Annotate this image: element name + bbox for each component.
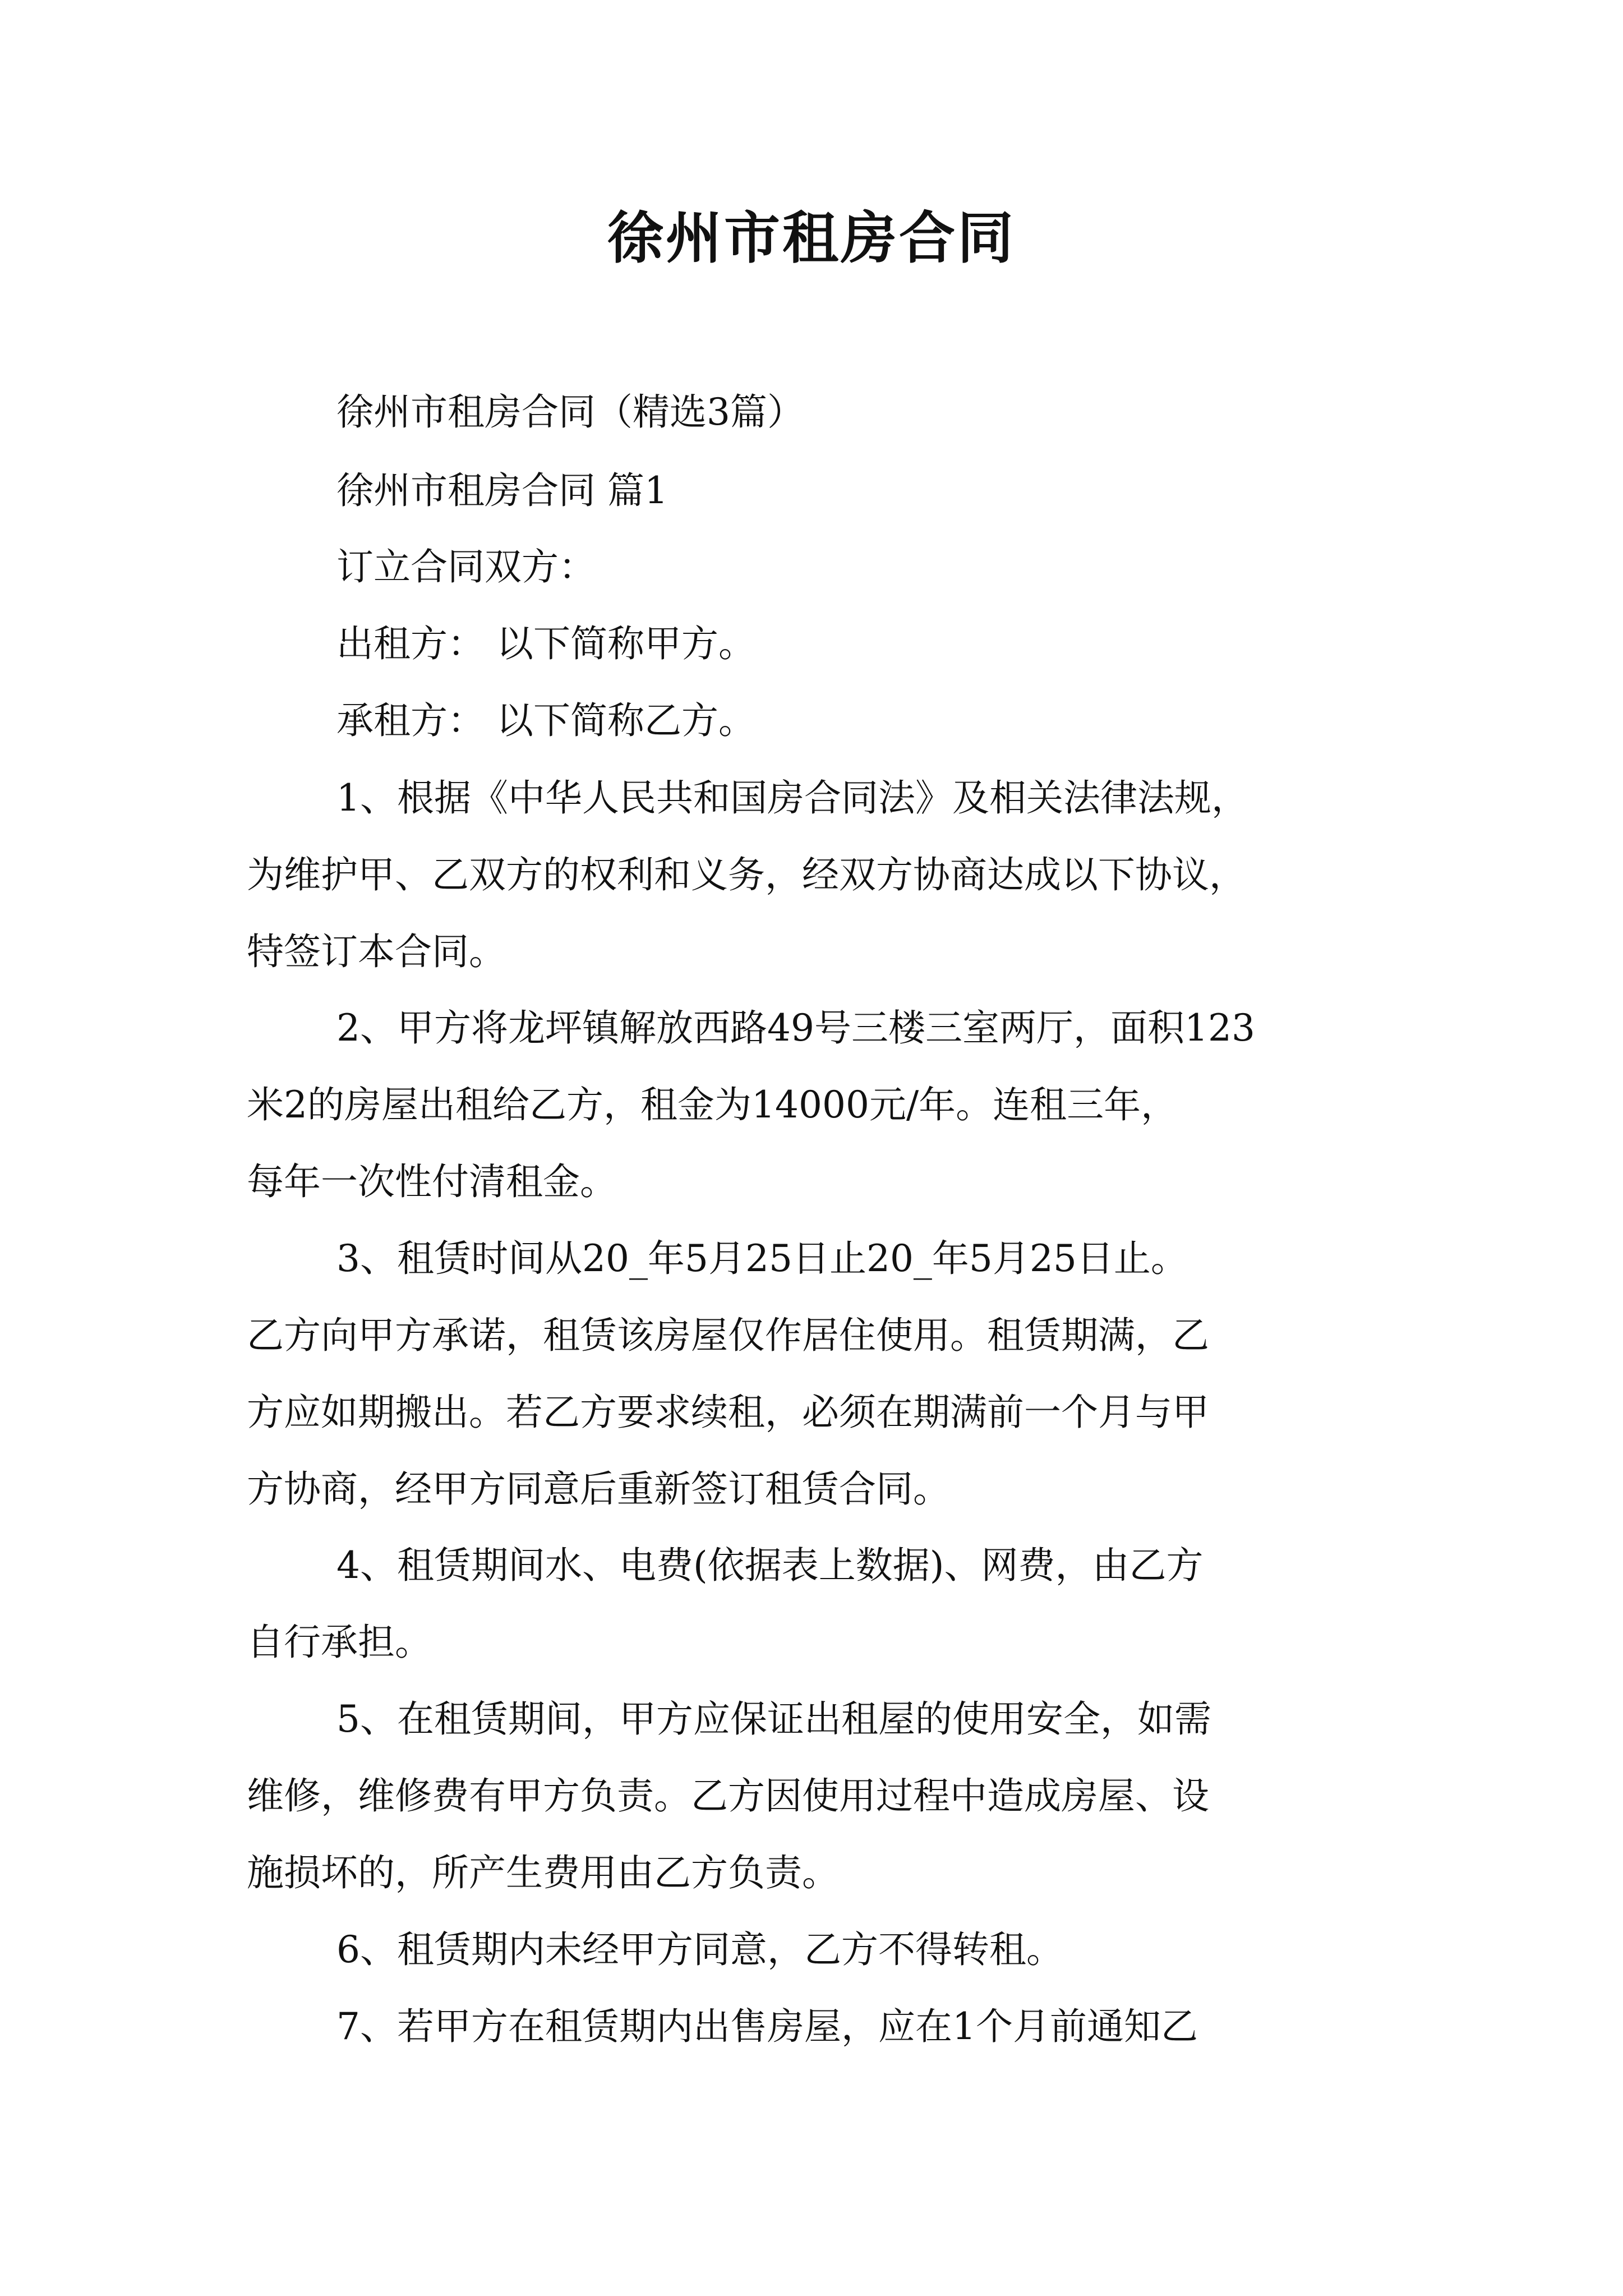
section-heading: 徐州市租房合同 篇1 [336, 469, 668, 512]
parties-intro: 订立合同双方： [336, 545, 596, 588]
clause-4-line-1: 4、租赁期间水、电费(依据表上数据)、网费，由乙方 [336, 1544, 1204, 1587]
clause-5-line-2: 维修，维修费有甲方负责。乙方因使用过程中造成房屋、设 [247, 1774, 1209, 1818]
clause-6-line-1: 6、租赁期内未经甲方同意，乙方不得转租。 [336, 1928, 1063, 1971]
clause-4-line-2: 自行承担。 [247, 1621, 432, 1664]
lessor-line: 出租方： 以下简称甲方。 [336, 622, 755, 665]
clause-3-line-3: 方应如期搬出。若乙方要求续租，必须在期满前一个月与甲 [247, 1391, 1209, 1434]
clause-5-line-3: 施损坏的，所产生费用由乙方负责。 [247, 1851, 839, 1894]
clause-1-line-1: 1、根据《中华人民共和国房合同法》及相关法律法规， [336, 776, 1248, 820]
clause-3-line-4: 方协商，经甲方同意后重新签订租赁合同。 [247, 1467, 950, 1511]
document-subtitle: 徐州市租房合同（精选3篇） [336, 390, 804, 434]
clause-3-line-2: 乙方向甲方承诺，租赁该房屋仅作居住使用。租赁期满，乙 [247, 1314, 1209, 1357]
clause-7-line-1: 7、若甲方在租赁期内出售房屋，应在1个月前通知乙 [336, 2005, 1198, 2048]
clause-2-line-1: 2、甲方将龙坪镇解放西路49号三楼三室两厅，面积123 [336, 1006, 1255, 1050]
clause-1-line-2: 为维护甲、乙双方的权利和义务，经双方协商达成以下协议， [247, 853, 1246, 896]
lessee-line: 承租方： 以下简称乙方。 [336, 699, 755, 742]
document-title: 徐州市租房合同 [607, 205, 1016, 271]
clause-3-line-1: 3、租赁时间从20_年5月25日止20_年5月25日止。 [336, 1237, 1188, 1280]
clause-2-line-3: 每年一次性付清租金。 [247, 1160, 617, 1203]
clause-2-line-2: 米2的房屋出租给乙方，租金为14000元/年。连租三年， [247, 1083, 1178, 1126]
clause-1-line-3: 特签订本合同。 [247, 930, 506, 973]
clause-5-line-1: 5、在租赁期间，甲方应保证出租屋的使用安全，如需 [336, 1697, 1211, 1741]
